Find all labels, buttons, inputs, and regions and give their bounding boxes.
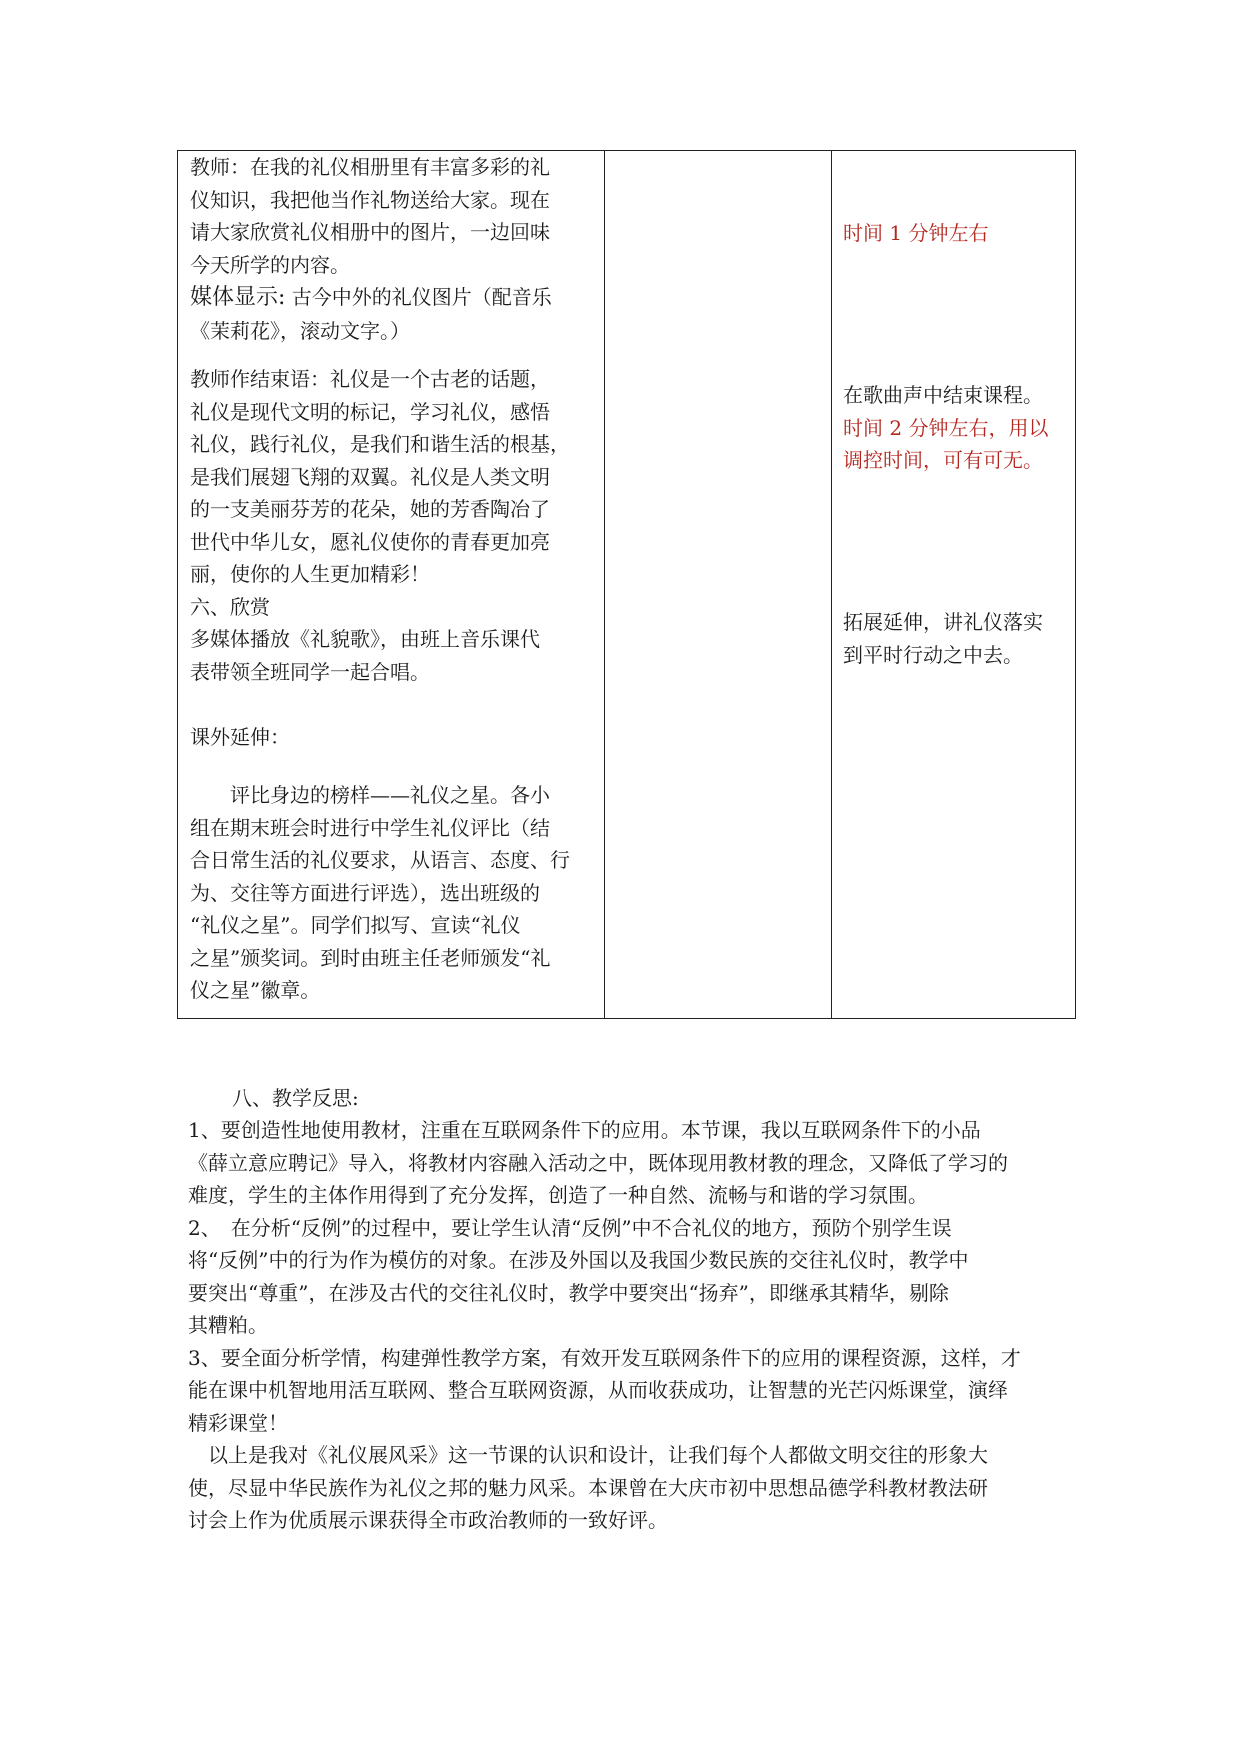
text-line: 的一支美丽芬芳的花朵，她的芳香陶冶了 [190,497,550,521]
text-line: 使，尽显中华民族作为礼仪之邦的魅力风采。本课曾在大庆市初中思想品德学科教材教法研 [188,1475,988,1500]
lesson-table [177,150,1076,1019]
text-line: 难度，学生的主体作用得到了充分发挥，创造了一种自然、流畅与和谐的学习氛围。 [188,1183,928,1207]
text-line: 以上是我对《礼仪展风采》这一节课的认识和设计，让我们每个人都做文明交往的形象大 [188,1443,988,1467]
text-line: 是我们展翅飞翔的双翼。礼仪是人类文明 [190,464,550,489]
text-line: 3、要全面分析学情，构建弹性教学方案，有效开发互联网条件下的应用的课程资源，这样，才 [188,1345,1021,1370]
text-line: 丽，使你的人生更加精彩！ [190,562,430,586]
text-line: 合日常生活的礼仪要求，从语言、态度、行 [190,848,570,872]
text-line: 请大家欣赏礼仪相册中的图片，一边回味 [190,220,550,244]
text-line: 讨会上作为优质展示课获得全市政治教师的一致好评。 [188,1508,668,1532]
media-line [190,281,600,315]
reflection-body [188,1114,1068,1537]
text-line: 能在课中机智地用活互联网、整合互联网资源，从而收获成功，让智慧的光芒闪烁课堂，演绎 [188,1378,1008,1402]
text-line: 多媒体播放《礼貌歌》，由班上音乐课代 [190,627,540,651]
table-divider [831,151,832,1018]
text-line: 1、要创造性地使用教材，注重在互联网条件下的应用。本节课，我以互联网条件下的小品 [188,1118,981,1142]
text-line: 世代中华儿女，愿礼仪使你的青春更加亮 [190,529,550,554]
reflection-heading: 八、教学反思: [232,1086,359,1110]
extension-title: 课外延伸： [190,725,290,749]
text-line: 今天所学的内容。 [190,252,350,277]
text-line: 组在期末班会时进行中学生礼仪评比（结 [190,815,550,840]
notes-block [843,379,1068,477]
text-line: 2、 在分析“反例”的过程中，要让学生认清“反例”中不合礼仪的地方，预防个别学生误 [188,1215,952,1240]
text-line: 评比身边的榜样——礼仪之星。各小 [230,783,550,807]
note-line: 拓展延伸，讲礼仪落实 [843,610,1043,634]
table-divider [604,151,605,1018]
extension-block [190,779,600,1007]
text-line: 仪知识，我把他当作礼物送给大家。现在 [190,187,550,212]
text-line: 教师作结束语：礼仪是一个古老的话题， [190,367,550,391]
closing-remarks-block [190,363,600,688]
time-note: 时间 1 分钟左右 [843,221,989,245]
text-line: 《薛立意应聘记》导入，将教材内容融入活动之中，既体现用教材教的理念，又降低了学习的 [188,1150,1008,1175]
text-line: 《茉莉花》，滚动文字。） [190,318,410,343]
time-note: 调控时间，可有可无。 [843,448,1043,472]
note-line: 到平时行动之中去。 [843,642,1023,667]
text-line: 其糟粕。 [188,1313,268,1337]
teacher-speech-block [190,151,600,347]
text-line: 教师：在我的礼仪相册里有丰富多彩的礼 [190,155,550,179]
time-note: 时间 2 分钟左右，用以 [843,415,1049,440]
text-line: 要突出“尊重”，在涉及古代的交往礼仪时，教学中要突出“扬弃”，即继承其精华，剔除 [188,1280,949,1305]
text-line: 将“反例”中的行为作为模仿的对象。在涉及外国以及我国少数民族的交往礼仪时，教学中 [188,1248,969,1272]
media-text: 古今中外的礼仪图片（配音乐 [285,285,552,309]
text-line: 仪之星”徽章。 [190,978,321,1002]
text-line: 礼仪，践行礼仪，是我们和谐生活的根基， [190,432,570,456]
media-label: 媒体显示: [190,285,286,310]
text-line: 礼仪是现代文明的标记，学习礼仪，感悟 [190,399,550,424]
text-line: 表带领全班同学一起合唱。 [190,659,430,684]
section-heading: 六、欣赏 [190,594,270,619]
extension-note [843,606,1068,671]
text-line: 之星”颁奖词。到时由班主任老师颁发“礼 [190,945,551,970]
note-line: 在歌曲声中结束课程。 [843,383,1043,407]
text-line: “礼仪之星”。同学们拟写、宣读“礼仪 [190,913,521,937]
text-line: 精彩课堂！ [188,1410,288,1435]
text-line: 为、交往等方面进行评选），选出班级的 [190,880,540,905]
